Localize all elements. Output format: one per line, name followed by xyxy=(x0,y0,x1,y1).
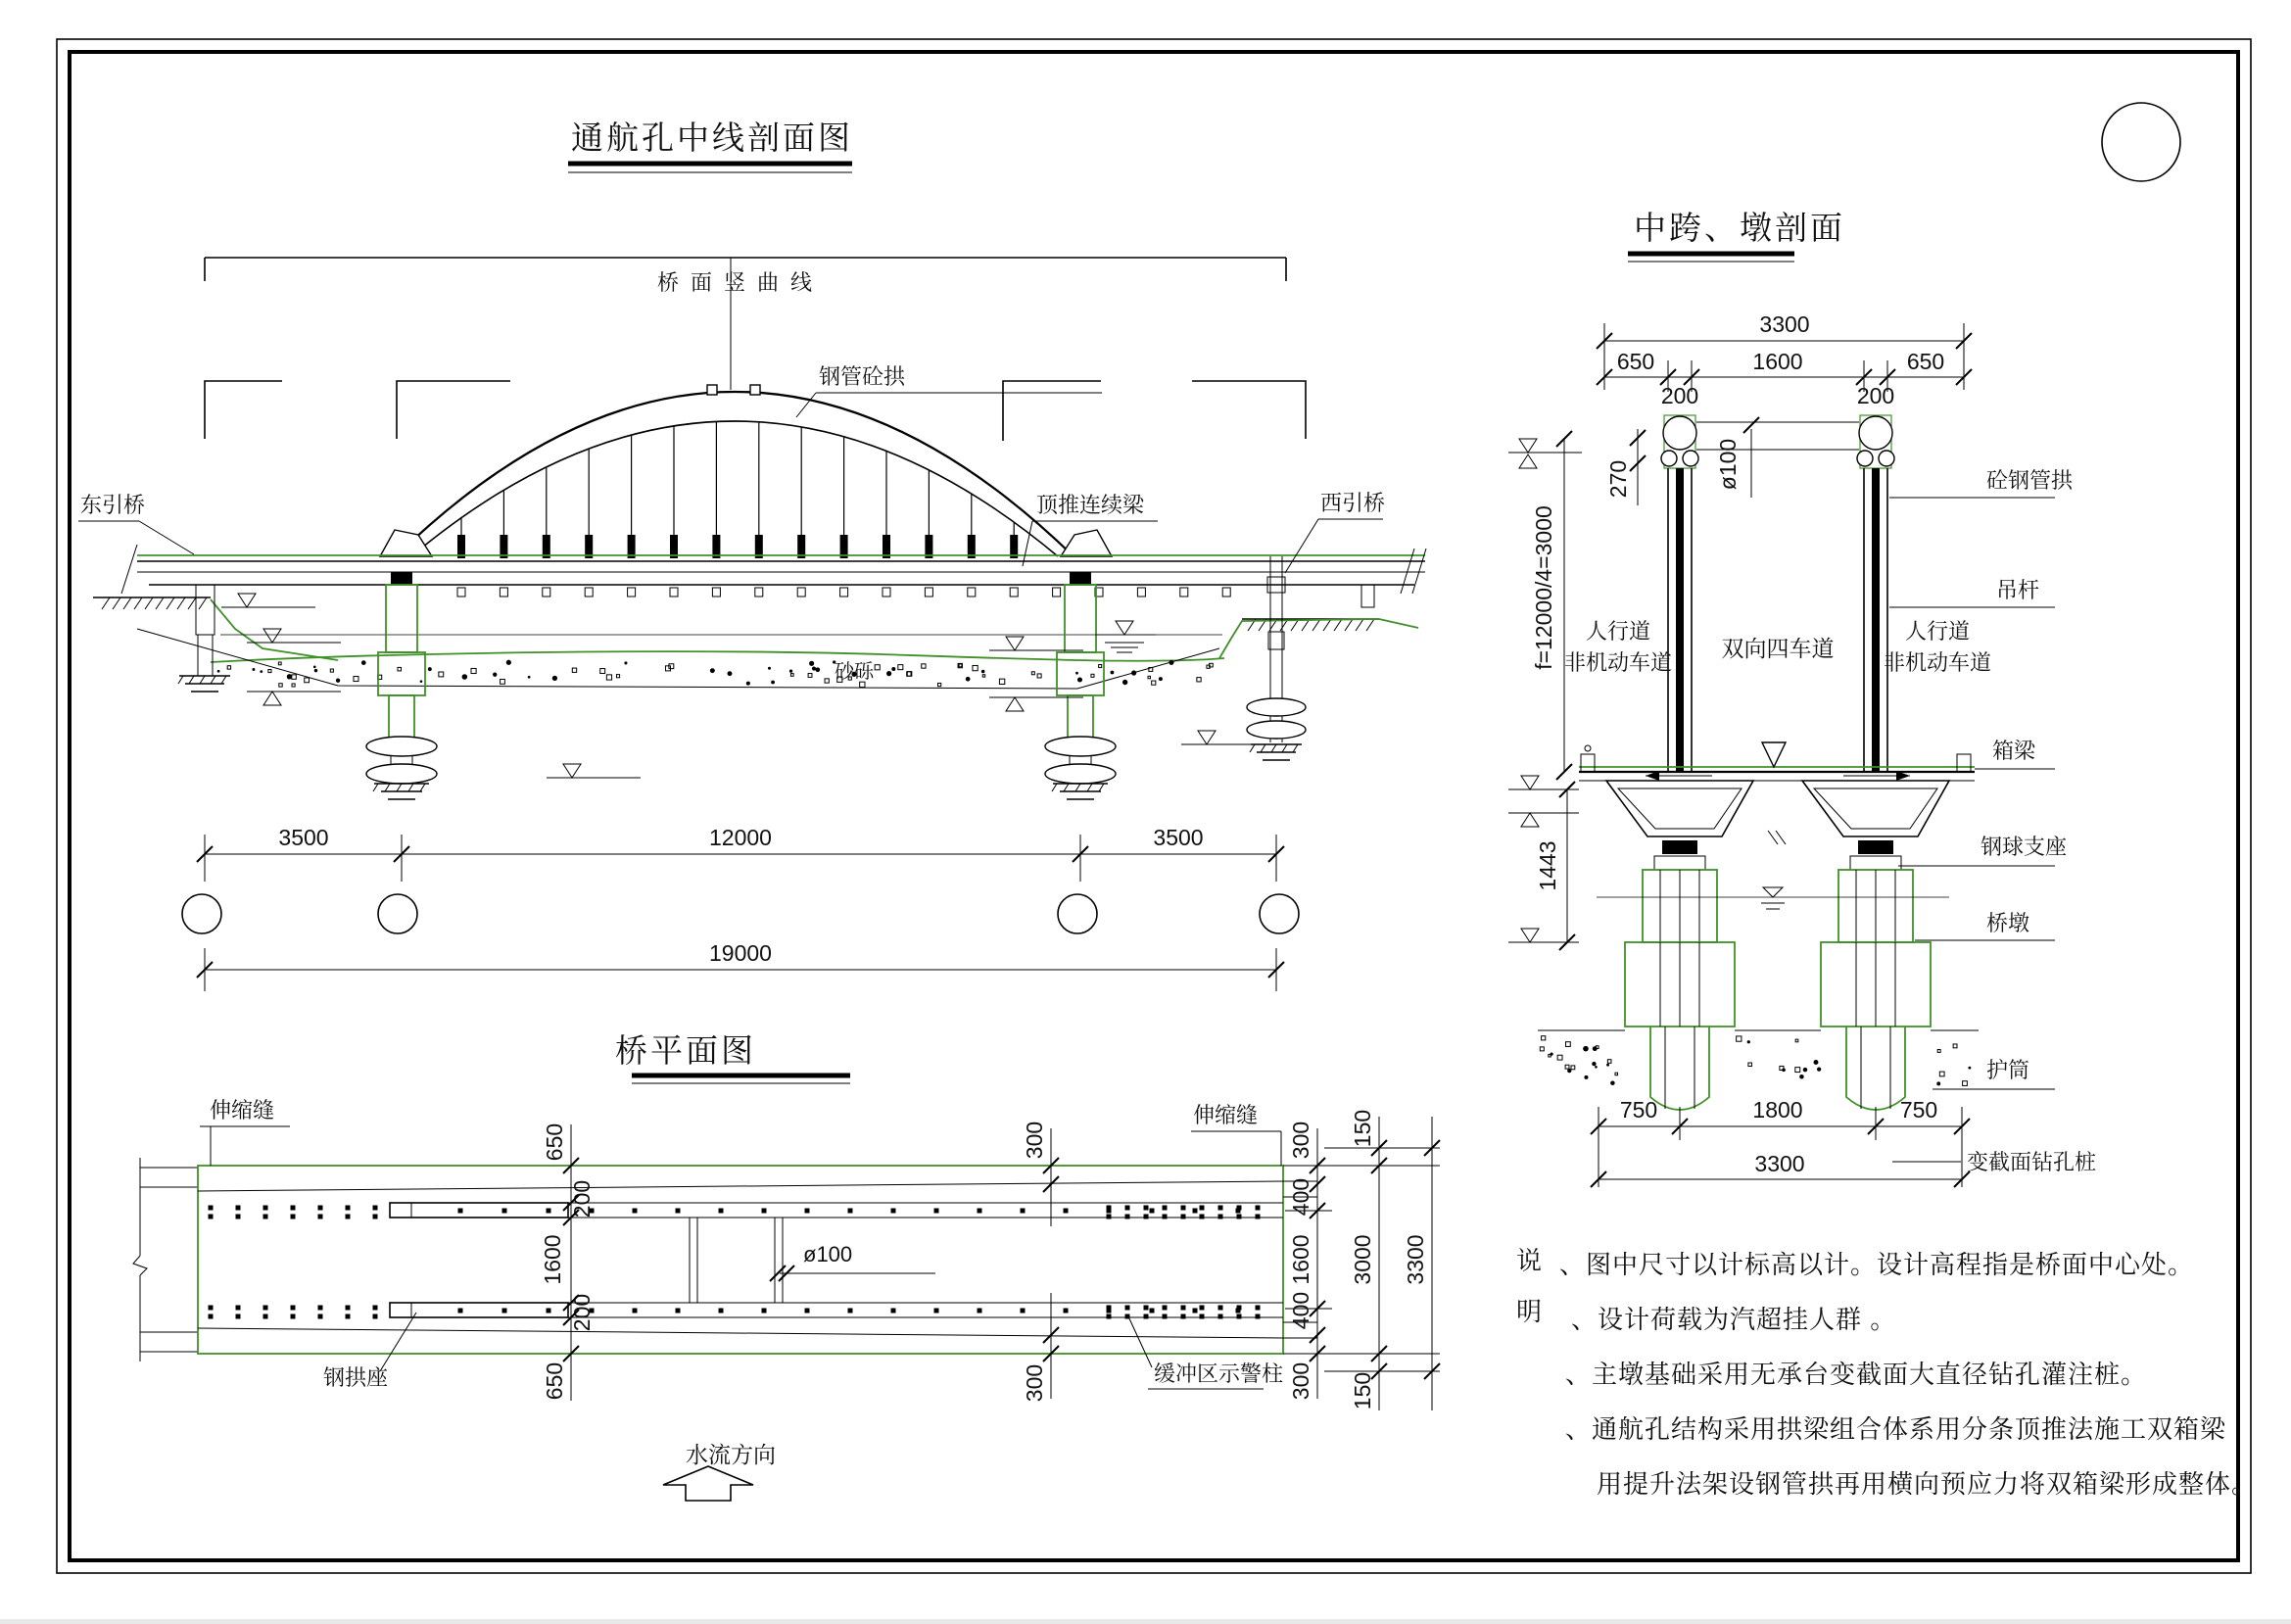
plan-dim-r1600: 1600 xyxy=(1288,1234,1313,1285)
section-view xyxy=(1508,210,2096,1187)
hanger-label: 吊杆 xyxy=(1996,578,2040,602)
west-approach-label: 西引桥 xyxy=(1320,491,1386,515)
arch-seat-top xyxy=(390,1203,568,1218)
section-dim-650-r: 650 xyxy=(1906,349,1945,374)
hanger-bar-right xyxy=(1872,468,1880,772)
flow-direction-arrow xyxy=(663,1466,753,1501)
section-dim-top xyxy=(1604,311,1964,408)
notes-heading-2: 明 xyxy=(1516,1297,1544,1326)
note-line-1: 、图中尺寸以计标高以计。设计高程指是桥面中心处。 xyxy=(1559,1250,2195,1279)
plan-dim-200-bot: 200 xyxy=(569,1293,595,1332)
flow-direction-label: 水流方向 xyxy=(686,1442,776,1467)
sidewalk-left-label: 人行道 xyxy=(1585,619,1651,644)
plan-box-beams xyxy=(209,1203,1284,1319)
plan-dim-edge300-bot: 300 xyxy=(1022,1363,1047,1403)
note-line-5: 用提升法架设钢管拱再用横向预应力将双箱梁形成整体。 xyxy=(1597,1469,2259,1499)
plan-dim-r400-bot: 400 xyxy=(1288,1291,1313,1330)
elevation-dim-row1 xyxy=(205,825,1276,882)
section-dim-200-l: 200 xyxy=(1660,383,1699,408)
plan-tie-diameter-label: ø100 xyxy=(803,1242,853,1266)
elevation-dim-row2 xyxy=(205,940,1276,991)
arch-tube-label: 砼钢管拱 xyxy=(1986,468,2074,493)
section-dim-200-r: 200 xyxy=(1856,383,1895,408)
dim-total-span: 19000 xyxy=(709,940,772,966)
nonmotor-right-label: 非机动车道 xyxy=(1883,650,1992,675)
plan-dim-r300-top: 300 xyxy=(1288,1121,1313,1160)
plan-dim-edge300-top: 300 xyxy=(1022,1121,1047,1160)
pile-label: 变截面钻孔桩 xyxy=(1967,1150,2097,1174)
steel-tube-arch xyxy=(380,385,1112,556)
bridge-deck xyxy=(121,545,1426,607)
bearing-label: 钢球支座 xyxy=(1981,835,2068,859)
dim-left-span: 3500 xyxy=(278,825,329,850)
plan-view xyxy=(133,1032,1440,1501)
pile-left xyxy=(1650,1027,1709,1110)
section-deck xyxy=(1579,742,1975,844)
plan-dim-1600: 1600 xyxy=(540,1234,565,1285)
sheet-border xyxy=(57,39,2251,1573)
sheet-corner-circle xyxy=(2102,103,2180,181)
plan-dim-r400-top: 400 xyxy=(1288,1177,1313,1217)
elevation-title: 通航孔中线剖面图 xyxy=(571,119,853,156)
section-dim-750-l: 750 xyxy=(1619,1097,1658,1122)
plan-deck-outline xyxy=(198,1166,1283,1354)
notes-heading-1: 说 xyxy=(1516,1246,1544,1275)
section-dim-1600: 1600 xyxy=(1752,349,1803,374)
plan-dim-150-top: 150 xyxy=(1350,1109,1375,1148)
plan-dim-3000: 3000 xyxy=(1350,1234,1375,1285)
note-line-4: 、通航孔结构采用拱梁组合体系用分条顶推法施工双箱梁 xyxy=(1565,1414,2227,1444)
section-dim-bottom xyxy=(1599,1097,1962,1187)
nonmotor-left-label: 非机动车道 xyxy=(1563,650,1673,675)
dim-right-span: 3500 xyxy=(1153,825,1204,850)
east-approach-label: 东引桥 xyxy=(80,493,146,517)
note-line-3: 、主墩基础采用无承台变截面大直径钻孔灌注桩。 xyxy=(1565,1360,2148,1389)
plan-dim-150-bot: 150 xyxy=(1350,1371,1375,1410)
section-dim-1800: 1800 xyxy=(1752,1097,1803,1122)
pier-label: 桥墩 xyxy=(1986,911,2030,935)
sidewalk-right-label: 人行道 xyxy=(1904,619,1971,644)
buffer-posts-label: 缓冲区示警柱 xyxy=(1154,1361,1284,1386)
note-line-2: 、设计荷载为汽超挂人群 。 xyxy=(1571,1305,1897,1334)
plan-dim-200-top: 200 xyxy=(569,1179,595,1218)
section-dim-750-r: 750 xyxy=(1899,1097,1938,1122)
expansion-joint-left-label: 伸缩缝 xyxy=(210,1098,275,1122)
section-rise-formula: f=12000/4=3000 xyxy=(1531,505,1556,670)
section-tie-diameter: ø100 xyxy=(1715,438,1741,491)
plan-title: 桥平面图 xyxy=(615,1032,756,1069)
gravel-label: 砂砾 xyxy=(835,661,874,683)
plan-dim-r300-bot: 300 xyxy=(1288,1361,1313,1401)
bearing-right xyxy=(1858,840,1893,854)
bearing-left xyxy=(1662,840,1697,854)
pile-right xyxy=(1846,1027,1905,1110)
hanger-bar-left xyxy=(1676,468,1684,772)
plan-dim-650-top: 650 xyxy=(542,1122,567,1162)
section-dim-270: 270 xyxy=(1605,459,1631,499)
casing-label: 护筒 xyxy=(1986,1058,2030,1082)
box-girder-label: 箱梁 xyxy=(1992,739,2036,763)
expansion-joint-right-label: 伸缩缝 xyxy=(1193,1103,1259,1127)
plan-left-approach xyxy=(133,1158,198,1361)
west-abutment xyxy=(1247,556,1306,760)
notes-block xyxy=(1516,1246,2258,1499)
section-dim-3300-top: 3300 xyxy=(1759,311,1810,337)
dim-main-span: 12000 xyxy=(709,825,772,850)
section-substructure xyxy=(1538,840,1979,1110)
lanes-label: 双向四车道 xyxy=(1721,636,1835,661)
section-dim-650-l: 650 xyxy=(1616,349,1655,374)
arch-label: 钢管砼拱 xyxy=(819,364,906,389)
main-piers xyxy=(366,585,1116,799)
section-arch-ribs xyxy=(1668,468,1887,772)
section-arch-tubes xyxy=(1661,415,1894,468)
pier-axis-circles xyxy=(182,894,1299,933)
section-title: 中跨、墩剖面 xyxy=(1634,210,1845,246)
plan-dim-3300: 3300 xyxy=(1403,1234,1428,1285)
section-dim-3300-bottom: 3300 xyxy=(1754,1151,1805,1176)
deck-curve-label: 桥面竖曲线 xyxy=(656,270,825,295)
arch-seat-label: 钢拱座 xyxy=(323,1365,389,1390)
launched-beam-label: 顶推连续梁 xyxy=(1036,493,1145,517)
section-dim-1443-label: 1443 xyxy=(1535,840,1560,891)
arch-seat-bottom xyxy=(390,1303,568,1317)
centerline-marker xyxy=(1762,742,1786,767)
elevation-view xyxy=(78,119,1426,991)
plan-dim-650-bot: 650 xyxy=(542,1361,567,1401)
section-part-labels xyxy=(1889,468,2096,1174)
